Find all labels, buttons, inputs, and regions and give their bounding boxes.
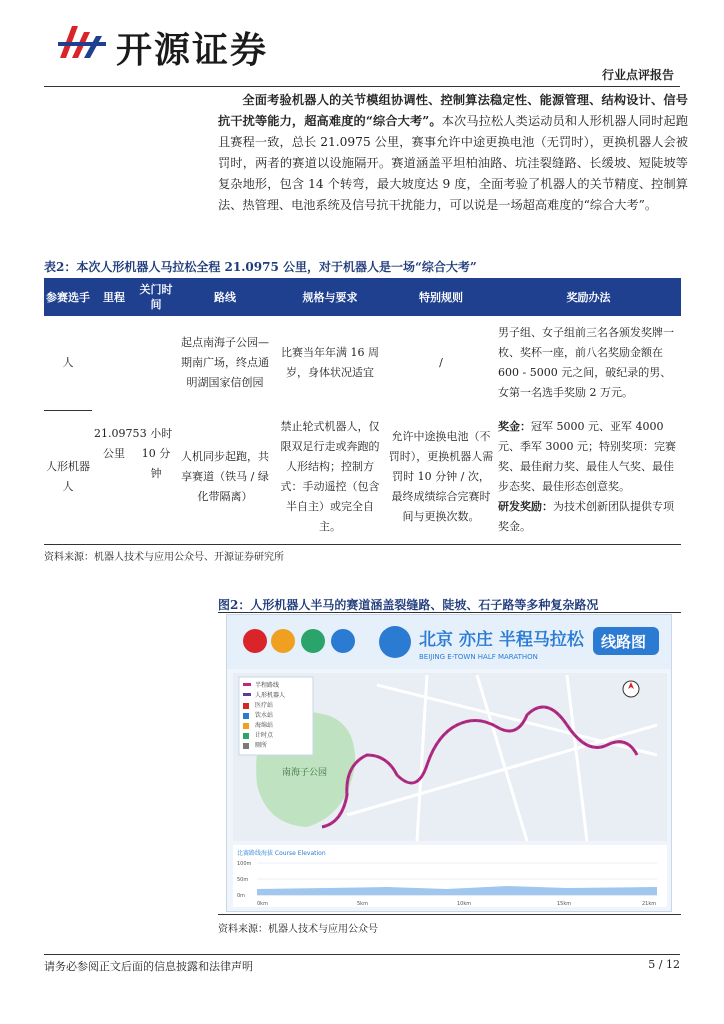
- figure-source: 资料来源：机器人技术与应用公众号: [218, 924, 378, 935]
- city-logo-icon: [331, 629, 355, 653]
- legend-item: 海绵站: [255, 722, 274, 729]
- footer-divider: [44, 954, 680, 955]
- award-table: [44, 278, 681, 545]
- table-caption: 表2：本次人形机器人马拉松全程 21.0975 公里，对于机器人是一场“综合大考”: [44, 260, 477, 274]
- map-subtitle: BEIJING E-TOWN HALF MARATHON: [419, 653, 538, 661]
- col-participant: 参赛选手: [44, 278, 92, 316]
- cell-awards: [496, 410, 681, 544]
- figure-caption: 图2：人形机器人半马的赛道涵盖裂缝路、陡坡、石子路等多种复杂路况: [218, 598, 599, 612]
- legend-item: 半程路线: [255, 682, 280, 689]
- legend-item: 人形机器人: [255, 692, 286, 699]
- route-map: [227, 615, 672, 912]
- elevation-tick: 100m: [237, 861, 252, 867]
- park-label: 南海子公园: [282, 768, 328, 778]
- col-time-limit: 关门时间: [136, 278, 176, 316]
- col-awards: 奖励办法: [496, 278, 681, 316]
- cell-participant: 人形机器人: [44, 410, 92, 544]
- table-source: 资料来源：机器人技术与应用公众号、开源证券研究所: [44, 552, 284, 563]
- distance-tick: 5km: [357, 901, 368, 907]
- awards-dev-label: 研发奖励：: [498, 499, 553, 513]
- intro-body: 本次马拉松人类运动员和人形机器人同时起跑且赛程一致，总长 21.0975 公里，赛事允许中途更换电池（无罚时），更换机器人会被罚时，两者的赛道以设施隔开。赛道涵盖平坦柏油路、坑洼裂缝路、长缓坡、短陡坡等复杂地形，包含 14 个转弯，最大坡度达 9 度，全面考验了机器人的关节精度、控制算法、热管理、电池系统及信号抗干扰能力，可以说是一场超高难度的“综合大考”。: [218, 114, 688, 212]
- map-badge: 线路图: [601, 633, 647, 651]
- elevation-tick: 0m: [237, 893, 246, 899]
- cell-special-rules: /: [439, 356, 443, 369]
- report-type: 行业点评报告: [601, 68, 674, 82]
- page-header: [0, 0, 724, 90]
- awards-prize: 冠军 5000 元、亚军 4000 元、季军 3000 元；特别奖项：完赛奖、最佳耐力奖、最佳人气奖、最佳步态奖、最佳形态创意奖。: [498, 419, 676, 493]
- cell-participant: 人: [44, 316, 92, 410]
- cell-special-rules: 允许中途换电池（不罚时），更换机器人需罚时 10 分钟 / 次，最终成绩综合完赛时间与更换次数。: [386, 410, 496, 544]
- legend-item: 饮水站: [255, 712, 274, 719]
- awards-prize-label: 奖金：: [498, 419, 531, 433]
- col-distance: 里程: [92, 278, 136, 316]
- legend-item: 医疗站: [255, 702, 274, 709]
- medical-icon: [243, 703, 249, 709]
- cell-awards: 男子组、女子组前三名各颁发奖牌一枚、奖杯一座，前八名奖励金额在 600 - 5000 元之间，破纪录的男、女第一名选手奖励 2 万元。: [498, 326, 674, 399]
- marathon-emblem-icon: [379, 626, 411, 658]
- toilet-icon: [243, 743, 249, 749]
- col-route: 路线: [176, 278, 274, 316]
- col-special-rules: 特别规则: [386, 278, 496, 316]
- cell-requirements: 比赛当年年满 16 周岁，身体状况适宜: [281, 346, 379, 379]
- page-number: 5 / 12: [648, 958, 680, 971]
- legend-item: 计时点: [255, 732, 274, 739]
- cell-route: 人机同步起跑，共享赛道（铁马 / 绿化带隔离）: [176, 410, 274, 544]
- distance-tick: 10km: [457, 901, 472, 907]
- sponge-icon: [243, 723, 249, 729]
- event-logo-icon: [243, 629, 267, 653]
- partner-logo-icon: [301, 629, 325, 653]
- distance-tick: 0km: [257, 901, 268, 907]
- awards-dev: 为技术创新团队提供专项奖金。: [498, 499, 674, 533]
- intro-paragraph: [218, 90, 688, 216]
- header-divider: [44, 86, 680, 87]
- timing-icon: [243, 733, 249, 739]
- brand-name: 开源证券: [116, 30, 269, 71]
- route-map-figure: [226, 614, 672, 912]
- distance-tick: 15km: [557, 901, 572, 907]
- water-icon: [243, 713, 249, 719]
- cell-route: 起点南海子公园—期南广场，终点通明湖国家信创园: [181, 336, 269, 389]
- cell-requirements: 禁止轮式机器人，仅限双足行走或奔跑的人形结构；控制方式：手动遥控（包含半自主）或完全自主。: [274, 410, 386, 544]
- brand-logo-icon: [56, 18, 108, 66]
- map-title: 北京 亦庄 半程马拉松: [419, 630, 584, 650]
- table-row: [44, 316, 681, 410]
- cell-distance: 21.0975 公里: [92, 316, 136, 544]
- intro-lead: 全面考验机器人的关节模组协调性、控制算法稳定性、能源管理、结构设计、信号抗干扰等能力，超高难度的“综合大考”。: [218, 93, 688, 128]
- footer-disclaimer: 请务必参阅正文后面的信息披露和法律声明: [44, 960, 253, 973]
- sponsor-logo-icon: [271, 629, 295, 653]
- elevation-tick: 50m: [237, 877, 249, 883]
- distance-tick: 21km: [642, 901, 657, 907]
- figure-top-divider: [218, 612, 681, 613]
- elevation-title: 比赛路线海拔 Course Elevation: [237, 850, 326, 857]
- col-requirements: 规格与要求: [274, 278, 386, 316]
- cell-time-limit: 3 小时 10 分钟: [136, 316, 176, 544]
- figure-bottom-divider: [218, 914, 681, 915]
- legend-item: 厕所: [255, 742, 268, 749]
- table-header-row: [44, 278, 681, 316]
